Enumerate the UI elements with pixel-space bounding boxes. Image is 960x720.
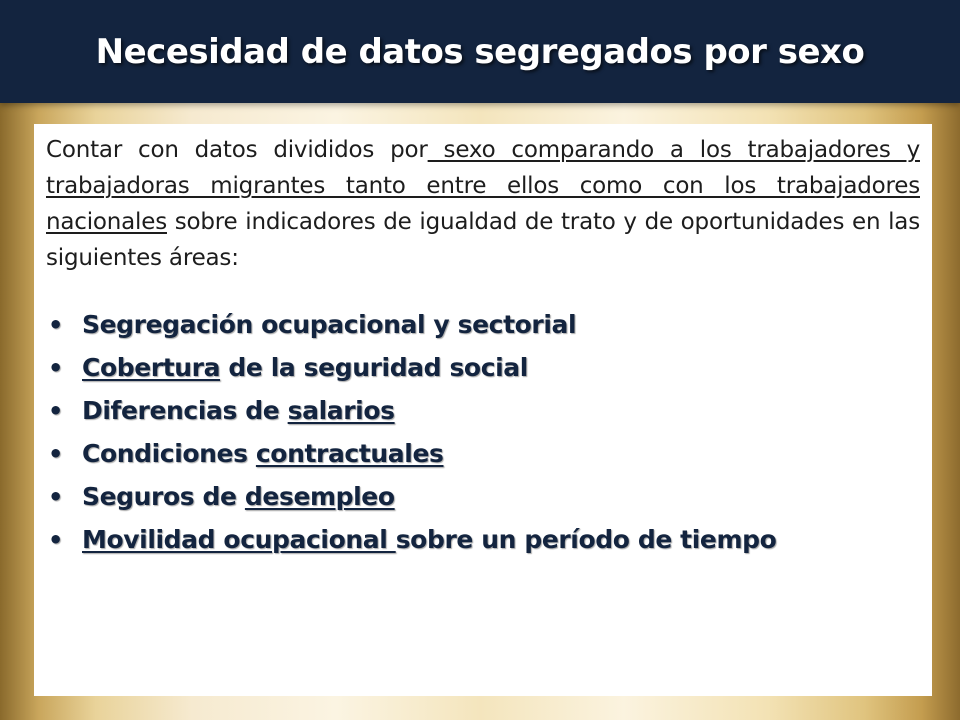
bullet-icon: • [48,440,63,468]
list-item [46,310,920,340]
list-item [46,482,920,512]
bullet-text-underlined: contractuales [255,439,444,468]
bullet-text-underlined: Movilidad ocupacional [82,525,396,554]
bullet-text-b: de la seguridad social [220,353,528,382]
bullet-icon: • [48,483,63,511]
list-item [46,396,920,426]
bullet-text-underlined: Cobertura [82,353,221,382]
bullet-text-a: Segregación ocupacional y sectorial [82,310,577,339]
list-item [46,439,920,469]
list-item [46,353,920,383]
intro-text-end: sobre indicadores de igualdad de trato y de oportunidades en las siguientes áreas: [46,209,920,271]
intro-text-underlined: sexo comparando a los trabajadores y trabajadoras migrantes tanto entre ellos como con los trabajadores nacionales [46,137,920,235]
bullet-icon: • [48,397,63,425]
bullet-icon: • [48,354,63,382]
bullet-icon: • [48,526,63,554]
intro-paragraph [46,132,920,276]
bullet-text-underlined: desempleo [244,482,395,511]
bullet-text-a: Condiciones [82,439,256,468]
list-item [46,525,920,555]
intro-text-start: Contar con datos divididos por [46,137,428,163]
bullet-list [46,310,920,555]
bullet-text-b: sobre un período de tiempo [395,525,777,554]
content-panel [34,124,932,696]
bullet-icon: • [48,311,63,339]
title-bar [0,0,960,103]
slide-title: Necesidad de datos segregados por sexo [95,31,865,72]
bullet-text-a: Seguros de [82,482,245,511]
bullet-text-a: Diferencias de [82,396,288,425]
bullet-text-underlined: salarios [287,396,395,425]
